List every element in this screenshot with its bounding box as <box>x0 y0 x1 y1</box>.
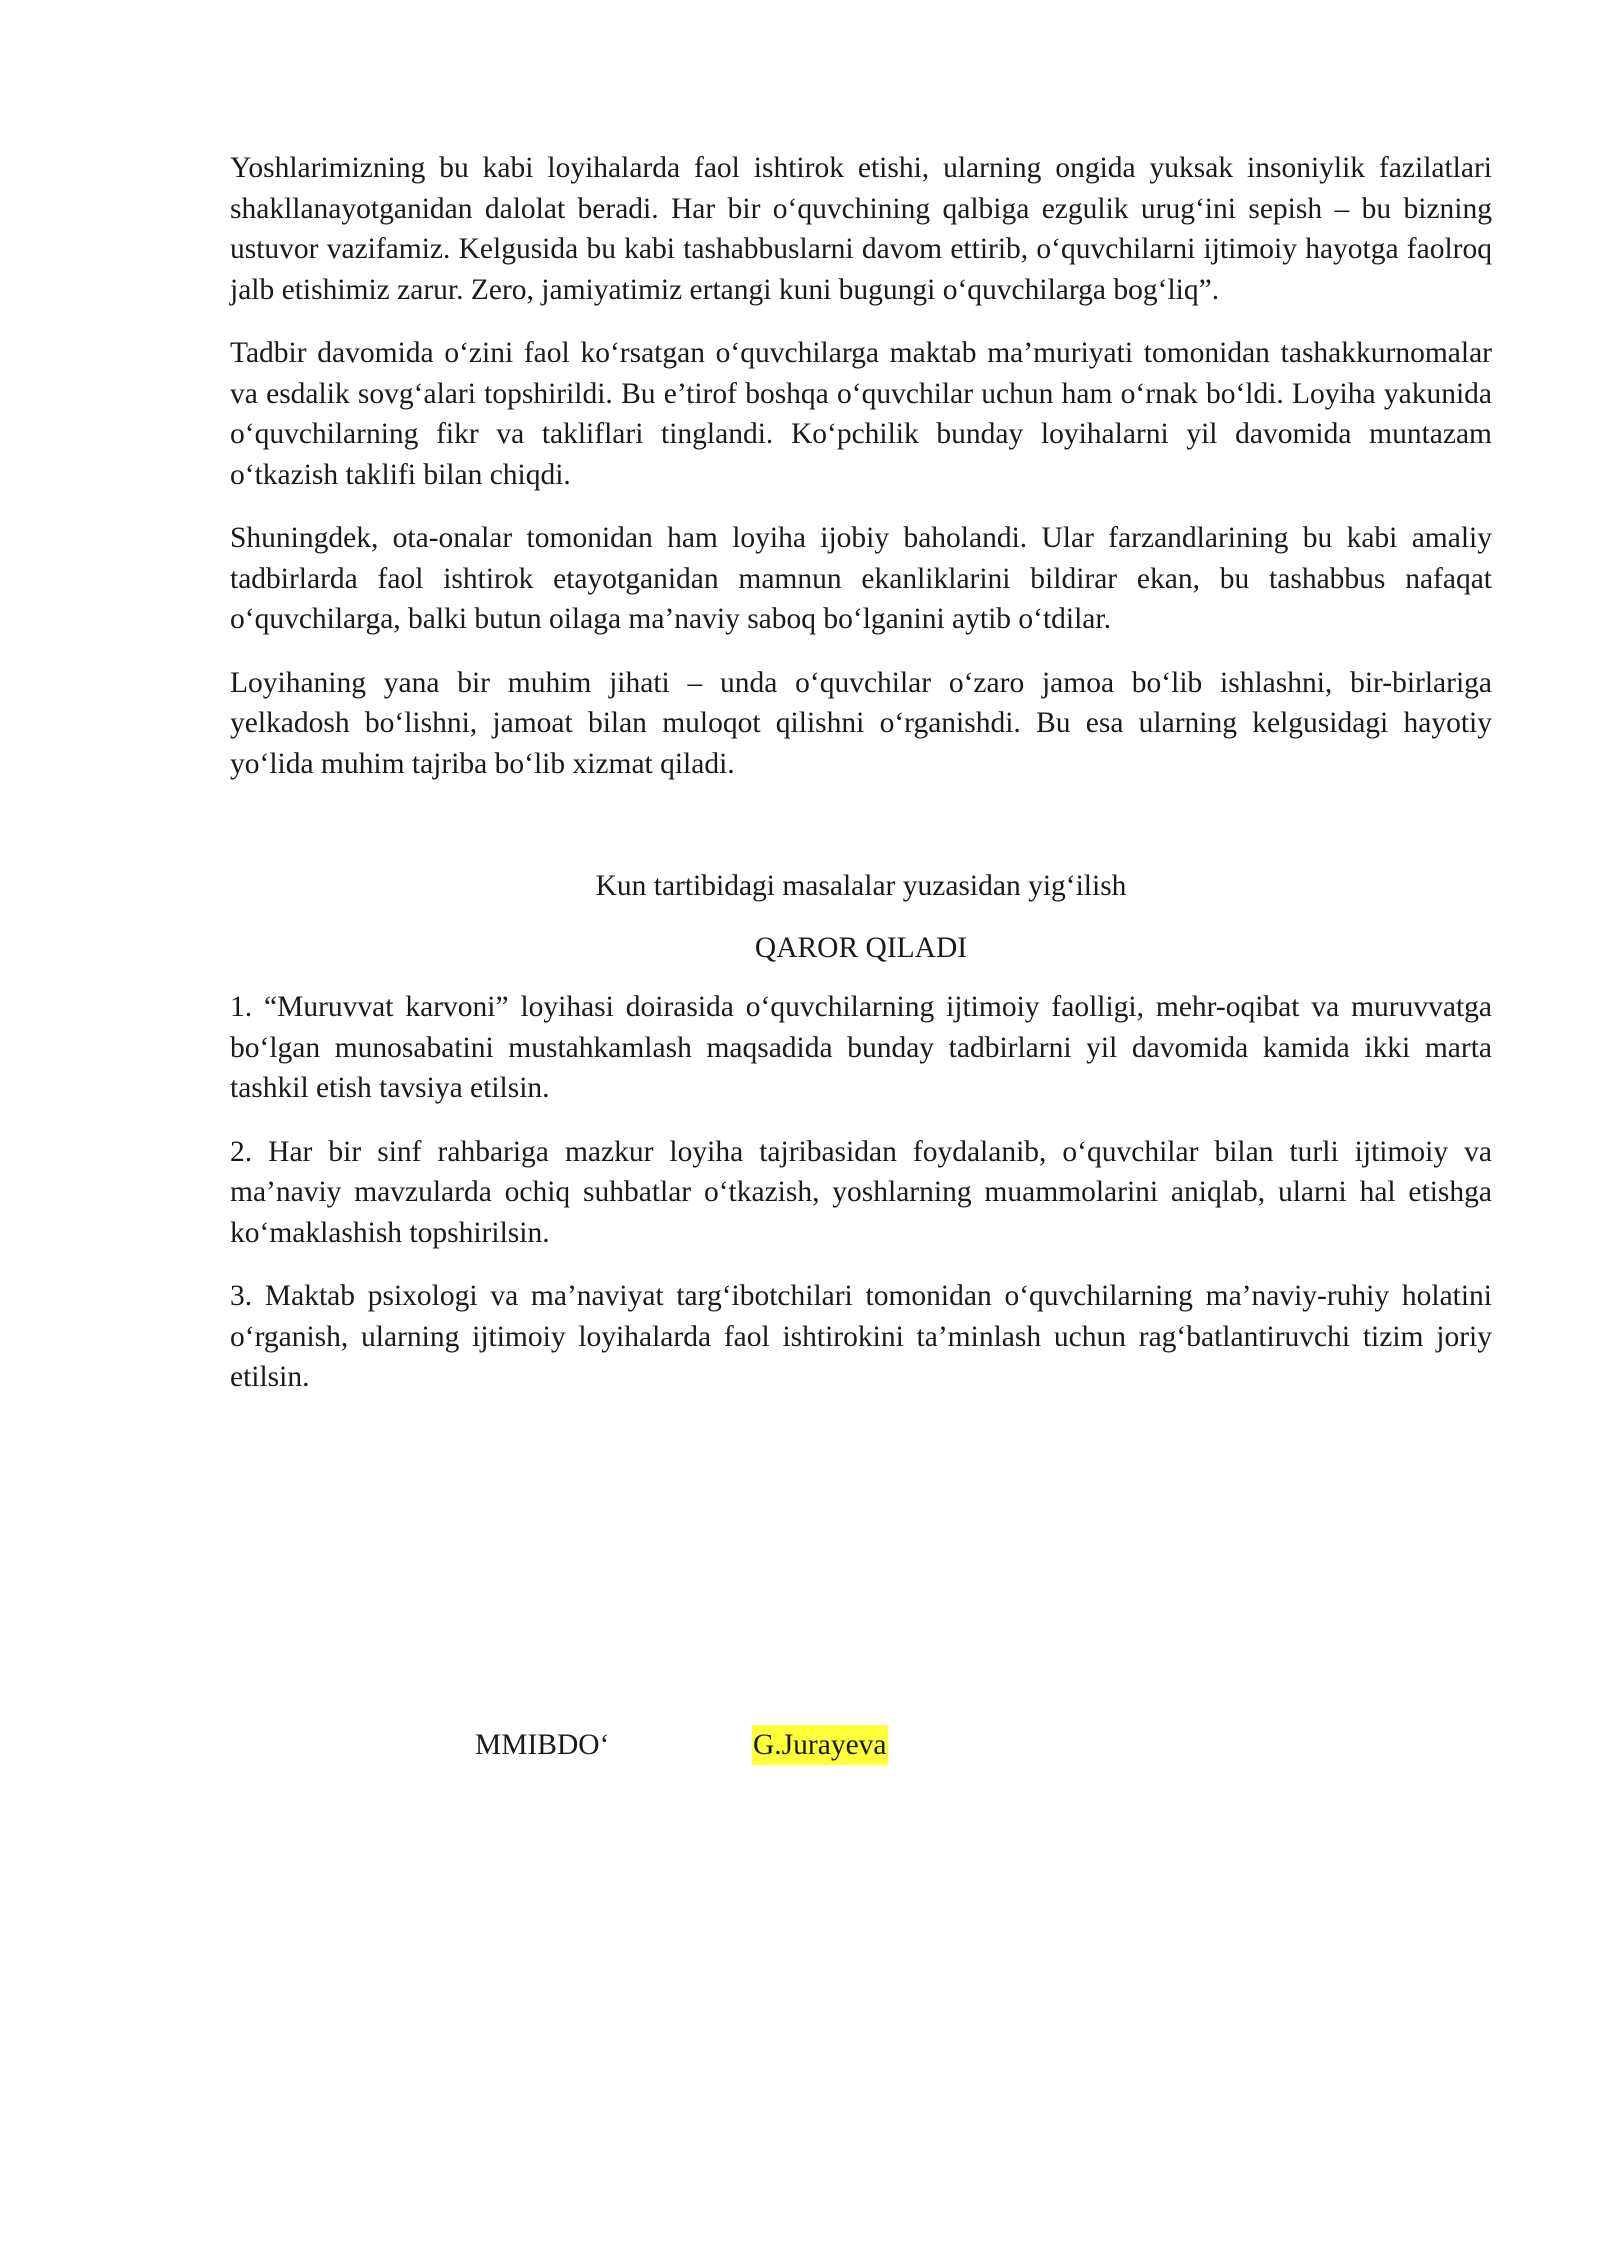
body-paragraph: Tadbir davomida o‘zini faol ko‘rsatgan o‘quvchilarga maktab ma’muriyati tomonidan tashakkurnomalar va esdalik sovg‘alari topshirildi. Bu e’tirof boshqa o‘quvchilar uchun ham o‘rnak bo‘ldi. Loyiha yakunida o‘quvchilarning fikr va takliflari tinglandi. Ko‘pchilik bunday loyihalarni yil davomida muntazam o‘tkazish taklifi bilan chiqdi. <box>230 337 1492 491</box>
document-page <box>230 148 1492 1761</box>
decision-heading: QAROR QILADI <box>754 931 968 964</box>
signature-line <box>230 1725 1492 1769</box>
signature-name: G.Jurayeva <box>752 1725 888 1765</box>
resolution-item: 1. “Muruvvat karvoni” loyihasi doirasida o‘quvchilarning ijtimoiy faolligi, mehr-oqibat va muruvvatga bo‘lgan munosabatini mustahkamlash maqsadida bunday tadbirlarni yil davomida kamida ikki marta tashkil etish tavsiya etilsin. <box>230 991 1492 1104</box>
body-paragraph: Yoshlarimizning bu kabi loyihalarda faol ishtirok etishi, ularning ongida yuksak insoniylik fazilatlari shakllanayotganidan dalolat beradi. Har bir o‘quvchining qalbiga ezgulik urug‘ini sepish – bu bizning ustuvor vazifamiz. Kelgusida bu kabi tashabbuslarni davom ettirib, o‘quvchilarni ijtimoiy hayotga faolroq jalb etishimiz zarur. Zero, jamiyatimiz ertangi kuni bugungi o‘quvchilarga bog‘liq”. <box>230 152 1492 306</box>
resolution-item: 3. Maktab psixologi va ma’naviyat targ‘ibotchilari tomonidan o‘quvchilarning ma’naviy-ruhiy holatini o‘rganish, ularning ijtimoiy loyihalarda faol ishtirokini ta’minlash uchun rag‘batlantiruvchi tizim joriy etilsin. <box>230 1280 1492 1393</box>
body-paragraph: Loyihaning yana bir muhim jihati – unda o‘quvchilar o‘zaro jamoa bo‘lib ishlashni, bir-birlariga yelkadosh bo‘lishni, jamoat bilan muloqot qilishni o‘rganishdi. Bu esa ularning kelgusidagi hayotiy yo‘lida muhim tajriba bo‘lib xizmat qiladi. <box>230 666 1492 780</box>
agenda-heading: Kun tartibidagi masalalar yuzasidan yig‘ilish <box>595 870 1127 902</box>
signature-organization: MMIBDO‘ <box>475 1729 610 1761</box>
body-paragraph: Shuningdek, ota-onalar tomonidan ham loyiha ijobiy baholandi. Ular farzandlarining bu kabi amaliy tadbirlarda faol ishtirok etayotganidan mamnun ekanliklarini bildirar ekan, bu tashabbus nafaqat o‘quvchilarga, balki butun oilaga ma’naviy saboq bo‘lganini aytib o‘tdilar. <box>230 522 1492 635</box>
resolution-item: 2. Har bir sinf rahbariga mazkur loyiha tajribasidan foydalanib, o‘quvchilar bilan turli ijtimoiy va ma’naviy mavzularda ochiq suhbatlar o‘tkazish, yoshlarning muammolarini aniqlab, ularni hal etishga ko‘maklashish topshirilsin. <box>230 1135 1492 1249</box>
